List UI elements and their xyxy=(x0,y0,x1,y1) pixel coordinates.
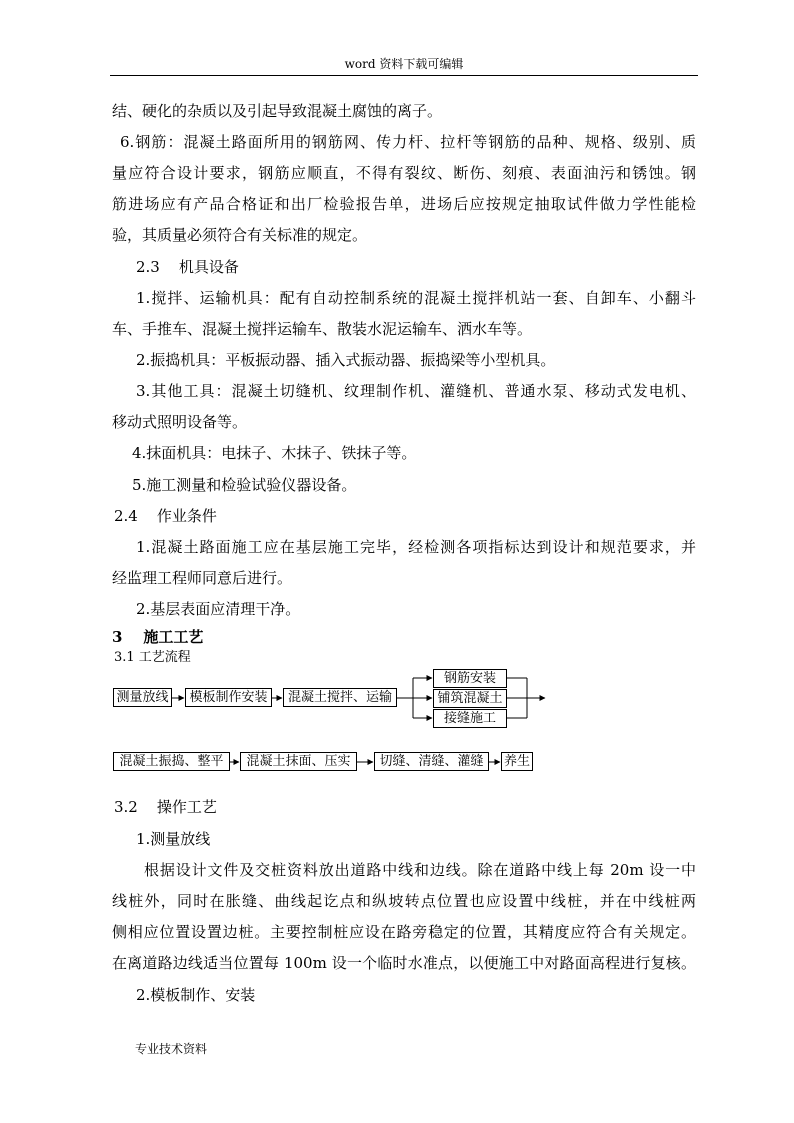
paragraph-line: 移动式照明设备等。 xyxy=(112,413,248,431)
section-heading-3: 3 施工工艺 xyxy=(112,628,204,646)
paragraph-line: 5.施工测量和检验试验仪器设备。 xyxy=(132,476,357,494)
section-heading-2-3: 2.3 机具设备 xyxy=(136,258,239,276)
section-heading-3-2: 3.2 操作工艺 xyxy=(114,798,217,816)
paragraph-line: 结、硬化的杂质以及引起导致混凝土腐蚀的离子。 xyxy=(112,102,443,120)
section-heading-2-4: 2.4 作业条件 xyxy=(114,507,217,525)
paragraph-line: 3.其他工具：混凝土切缝机、纹理制作机、灌缝机、普通水泵、移动式发电机、 xyxy=(136,382,696,400)
flow-box-paving: 铺筑混凝土 xyxy=(433,689,507,708)
flow-box-survey: 测量放线 xyxy=(113,688,172,707)
paragraph-line: 2.振捣机具：平板振动器、插入式振动器、振捣梁等小型机具。 xyxy=(136,351,556,369)
paragraph-line: 车、手推车、混凝土搅拌运输车、散装水泥运输车、洒水车等。 xyxy=(112,320,533,338)
paragraph-line: 经监理工程师同意后进行。 xyxy=(112,569,293,587)
flow-box-finishing: 混凝土抹面、压实 xyxy=(240,752,357,771)
paragraph-line: 在离道路边线适当位置每 100m 设一个临时水准点，以便施工中对路面高程进行复核。 xyxy=(112,954,696,972)
flow-box-formwork: 模板制作安装 xyxy=(185,688,272,707)
section-heading-3-1: 3.1 工艺流程 xyxy=(114,650,191,665)
paragraph-line: 根据设计文件及交桩资料放出道路中线和边线。除在道路中线上每 20m 设一中 xyxy=(144,861,696,879)
paragraph-line: 1.搅拌、运输机具：配有自动控制系统的混凝土搅拌机站一套、自卸车、小翻斗 xyxy=(136,289,696,307)
paragraph-line: 2.基层表面应清理干净。 xyxy=(136,600,301,618)
page-header: word 资料下载可编辑 xyxy=(110,56,698,76)
paragraph-line: 1.混凝土路面施工应在基层施工完毕，经检测各项指标达到设计和规范要求，并 xyxy=(136,538,696,556)
paragraph-line: 1.测量放线 xyxy=(136,830,211,848)
paragraph-line: 量应符合设计要求，钢筋应顺直，不得有裂纹、断伤、刻痕、表面油污和锈蚀。钢 xyxy=(112,164,696,182)
paragraph-line: 2.模板制作、安装 xyxy=(136,986,256,1004)
paragraph-line: 验，其质量必须符合有关标准的规定。 xyxy=(112,226,368,244)
flow-box-rebar: 钢筋安装 xyxy=(433,669,507,688)
page-footer: 专业技术资料 xyxy=(135,1042,208,1056)
paragraph-line: 筋进场应有产品合格证和出厂检验报告单，进场后应按规定抽取试件做力学性能检 xyxy=(112,195,696,213)
flow-box-curing: 养生 xyxy=(501,752,533,771)
flow-box-cutting: 切缝、清缝、灌缝 xyxy=(374,752,489,771)
flow-box-mixing: 混凝土搅拌、运输 xyxy=(283,688,397,707)
paragraph-line: 6.钢筋：混凝土路面所用的钢筋网、传力杆、拉杆等钢筋的品种、规格、级别、质 xyxy=(120,133,696,151)
paragraph-line: 4.抹面机具：电抹子、木抹子、铁抹子等。 xyxy=(132,444,417,462)
paragraph-line: 线桩外，同时在胀缝、曲线起讫点和纵坡转点位置也应设置中线桩，并在中线桩两 xyxy=(112,892,696,910)
paragraph-line: 侧相应位置设置边桩。主要控制桩应设在路旁稳定的位置，其精度应符合有关规定。 xyxy=(112,923,696,941)
flow-box-joint: 接缝施工 xyxy=(433,709,507,728)
flow-box-vibrating: 混凝土振捣、整平 xyxy=(113,752,230,771)
